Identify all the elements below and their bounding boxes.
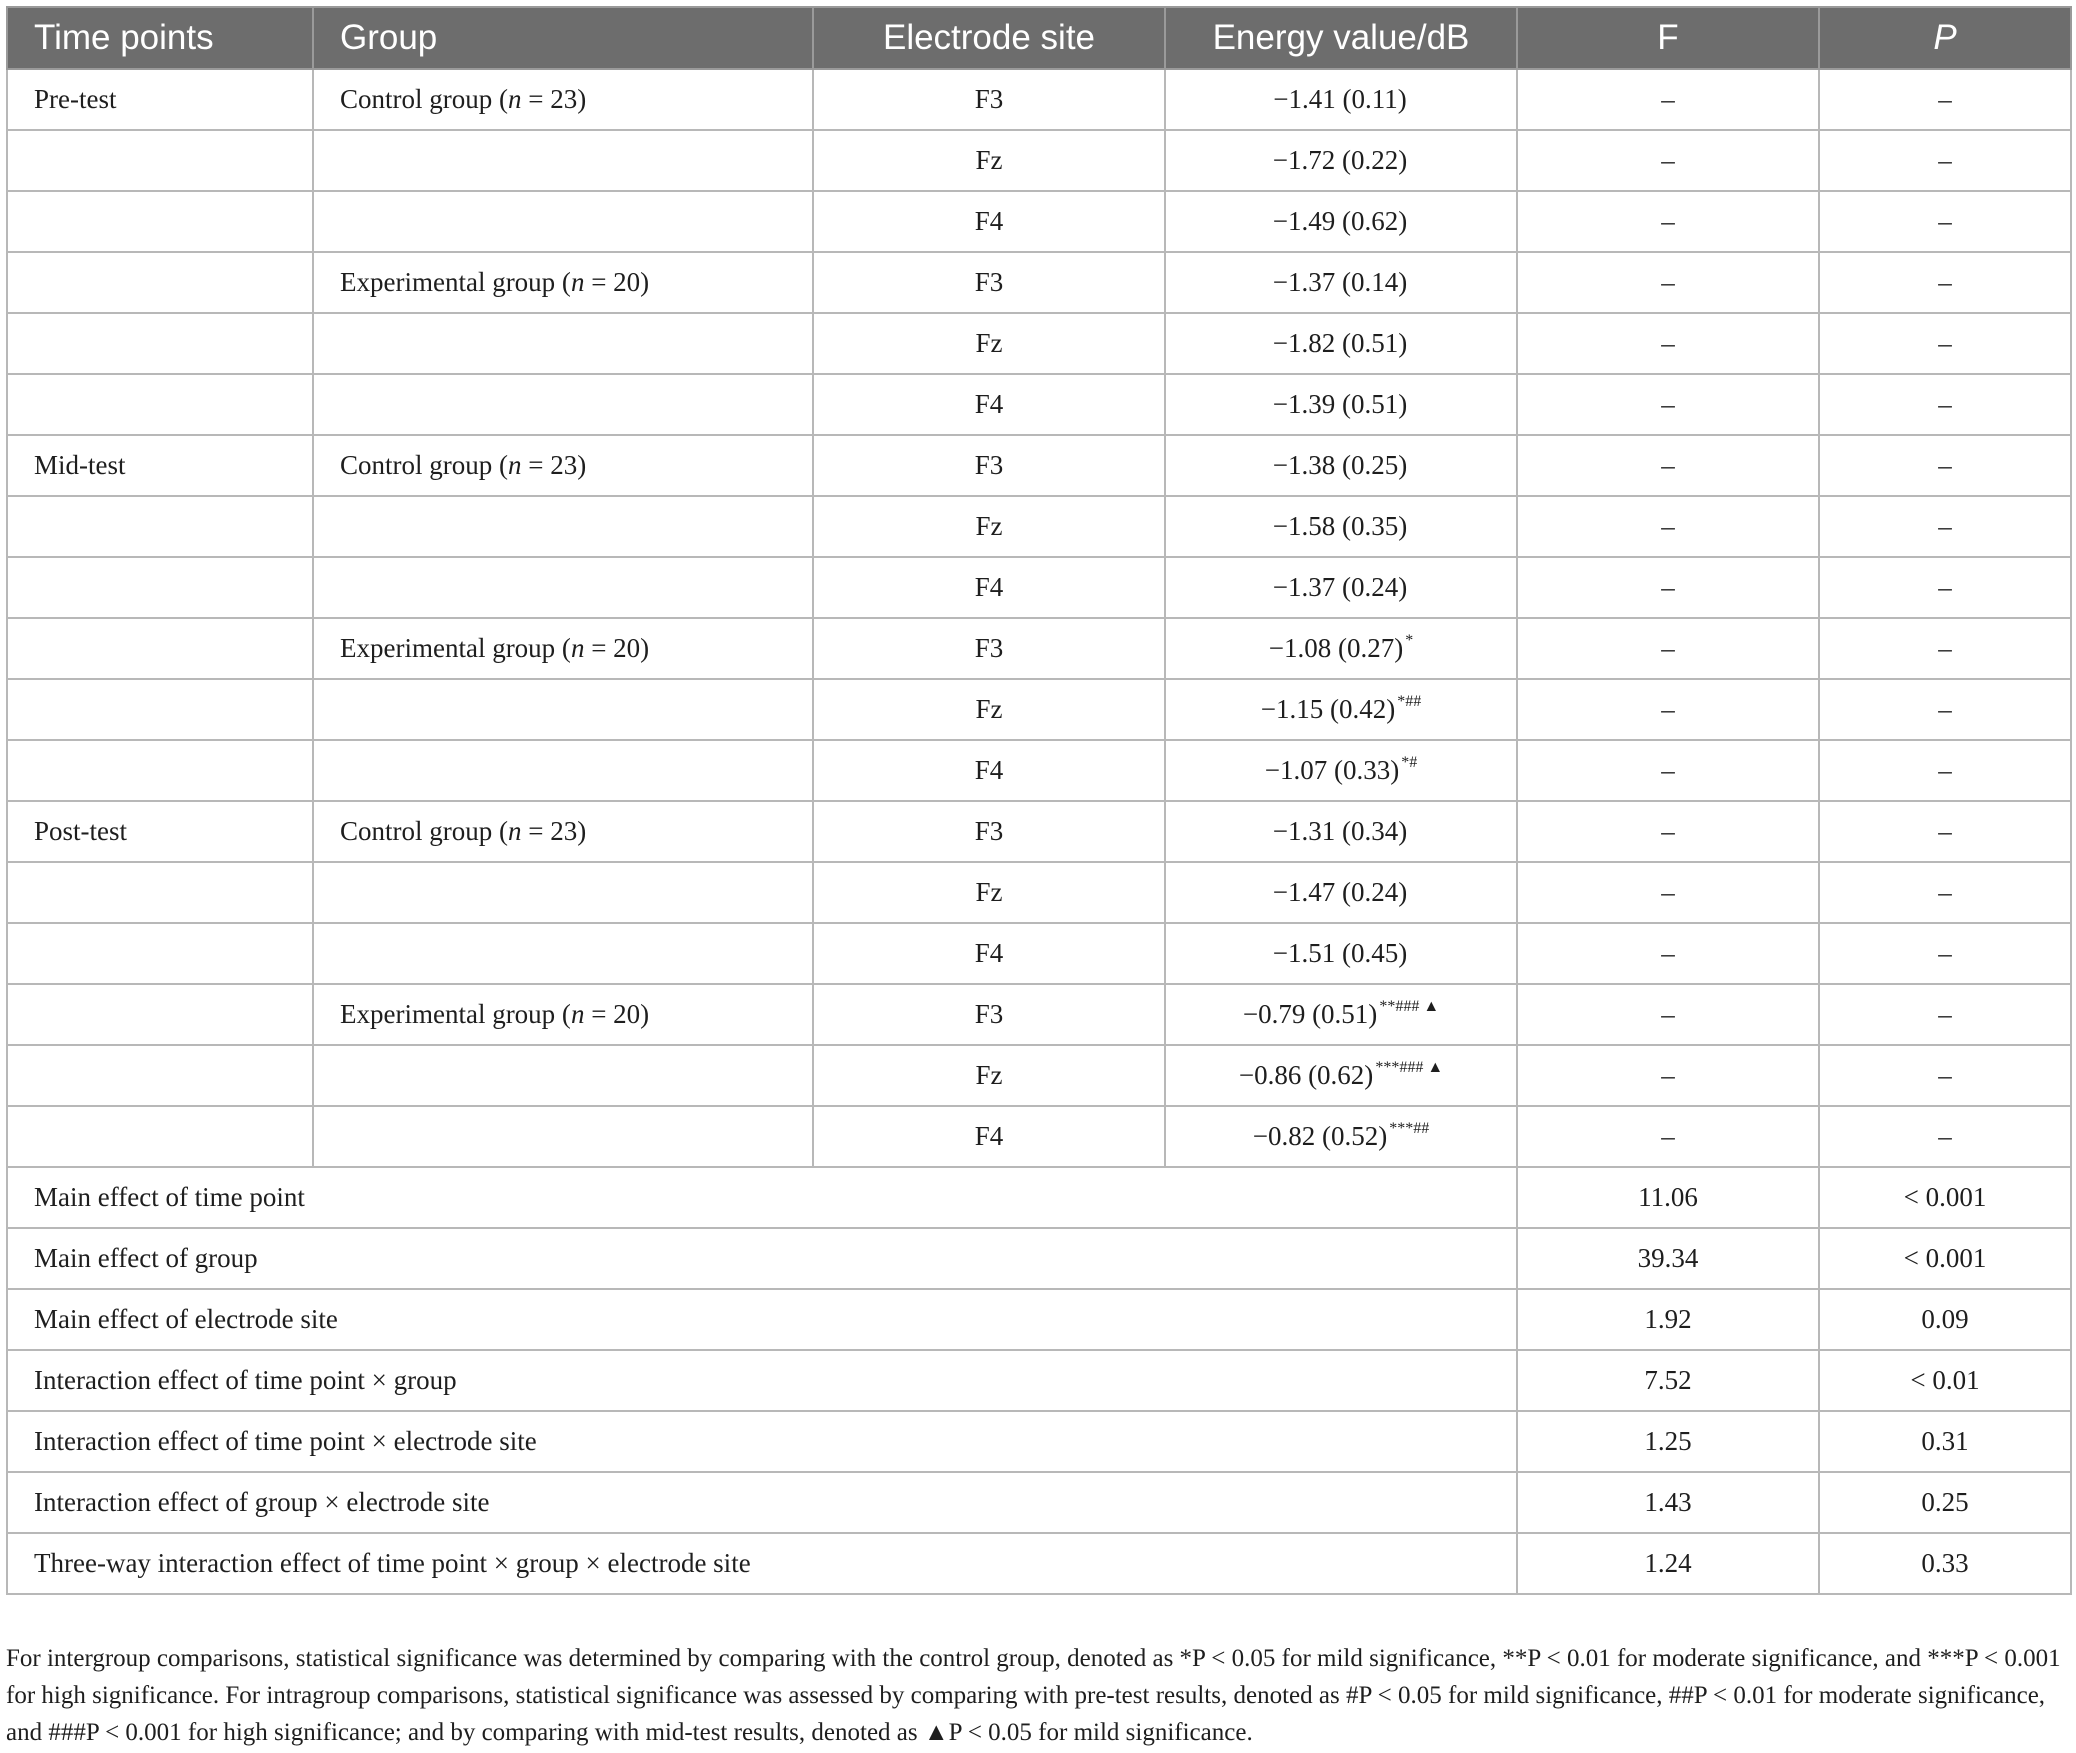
cell-electrode-site: F3 xyxy=(813,618,1165,679)
table-row xyxy=(7,496,2071,557)
significance-marker: **### ▲ xyxy=(1379,998,1440,1015)
results-table xyxy=(6,6,2072,1595)
cell-group xyxy=(313,130,813,191)
cell-electrode-site: Fz xyxy=(813,130,1165,191)
energy-value: −1.51 (0.45) xyxy=(1272,938,1408,968)
cell-effect-f: 11.06 xyxy=(1517,1167,1819,1228)
energy-value: −1.82 (0.51) xyxy=(1272,328,1408,358)
cell-p: – xyxy=(1819,69,2071,130)
cell-p: – xyxy=(1819,130,2071,191)
cell-effect-p: 0.31 xyxy=(1819,1411,2071,1472)
cell-p: – xyxy=(1819,740,2071,801)
results-table-container xyxy=(6,6,2070,1595)
cell-p: – xyxy=(1819,313,2071,374)
group-n-value: = 20) xyxy=(584,267,650,297)
energy-value: −1.49 (0.62) xyxy=(1272,206,1408,236)
cell-effect-p: 0.25 xyxy=(1819,1472,2071,1533)
cell-electrode-site: F3 xyxy=(813,801,1165,862)
cell-group xyxy=(313,801,813,862)
cell-energy-value xyxy=(1165,801,1517,862)
effect-row xyxy=(7,1228,2071,1289)
cell-electrode-site: F4 xyxy=(813,557,1165,618)
cell-electrode-site: F3 xyxy=(813,984,1165,1045)
cell-time-point xyxy=(7,679,313,740)
header-p: P xyxy=(1819,7,2071,69)
effect-row xyxy=(7,1472,2071,1533)
group-n-label: n xyxy=(508,450,522,480)
cell-effect-label: Interaction effect of time point × group xyxy=(7,1350,1517,1411)
cell-effect-label: Main effect of group xyxy=(7,1228,1517,1289)
cell-energy-value xyxy=(1165,130,1517,191)
cell-time-point xyxy=(7,130,313,191)
table-row xyxy=(7,191,2071,252)
significance-marker: * xyxy=(1405,632,1414,649)
cell-p: – xyxy=(1819,374,2071,435)
cell-time-point xyxy=(7,313,313,374)
cell-f: – xyxy=(1517,1106,1819,1167)
table-row xyxy=(7,923,2071,984)
cell-f: – xyxy=(1517,740,1819,801)
cell-time-point xyxy=(7,191,313,252)
cell-effect-f: 1.24 xyxy=(1517,1533,1819,1594)
table-row xyxy=(7,740,2071,801)
cell-electrode-site: F4 xyxy=(813,740,1165,801)
cell-group xyxy=(313,1045,813,1106)
cell-electrode-site: Fz xyxy=(813,1045,1165,1106)
group-name: Experimental group ( xyxy=(340,267,571,297)
group-n-label: n xyxy=(508,816,522,846)
cell-electrode-site: F4 xyxy=(813,923,1165,984)
energy-value: −1.07 (0.33) xyxy=(1264,755,1400,785)
cell-energy-value xyxy=(1165,557,1517,618)
cell-electrode-site: Fz xyxy=(813,679,1165,740)
header-energy-value: Energy value/dB xyxy=(1165,7,1517,69)
cell-time-point xyxy=(7,923,313,984)
cell-p: – xyxy=(1819,435,2071,496)
energy-value: −1.39 (0.51) xyxy=(1272,389,1408,419)
cell-p: – xyxy=(1819,191,2071,252)
cell-time-point xyxy=(7,374,313,435)
energy-value: −1.08 (0.27) xyxy=(1268,633,1404,663)
cell-f: – xyxy=(1517,496,1819,557)
table-row xyxy=(7,1106,2071,1167)
cell-time-point xyxy=(7,1106,313,1167)
cell-effect-f: 1.25 xyxy=(1517,1411,1819,1472)
cell-effect-p: < 0.01 xyxy=(1819,1350,2071,1411)
table-row xyxy=(7,618,2071,679)
table-row xyxy=(7,679,2071,740)
group-name: Control group ( xyxy=(340,84,508,114)
table-row xyxy=(7,130,2071,191)
cell-energy-value xyxy=(1165,862,1517,923)
header-time-points: Time points xyxy=(7,7,313,69)
cell-f: – xyxy=(1517,435,1819,496)
group-name: Experimental group ( xyxy=(340,999,571,1029)
cell-electrode-site: F4 xyxy=(813,191,1165,252)
cell-group xyxy=(313,496,813,557)
cell-electrode-site: F3 xyxy=(813,69,1165,130)
cell-energy-value xyxy=(1165,740,1517,801)
group-n-value: = 20) xyxy=(584,633,650,663)
group-n-value: = 23) xyxy=(521,816,587,846)
header-row xyxy=(7,7,2071,69)
cell-electrode-site: F3 xyxy=(813,435,1165,496)
cell-group xyxy=(313,618,813,679)
cell-group xyxy=(313,862,813,923)
energy-value: −1.37 (0.24) xyxy=(1272,572,1408,602)
cell-time-point xyxy=(7,618,313,679)
cell-energy-value xyxy=(1165,923,1517,984)
cell-electrode-site: F4 xyxy=(813,1106,1165,1167)
cell-p: – xyxy=(1819,252,2071,313)
cell-effect-f: 1.92 xyxy=(1517,1289,1819,1350)
cell-p: – xyxy=(1819,801,2071,862)
cell-energy-value xyxy=(1165,374,1517,435)
cell-effect-p: 0.33 xyxy=(1819,1533,2071,1594)
table-row xyxy=(7,862,2071,923)
effect-row xyxy=(7,1411,2071,1472)
cell-effect-f: 1.43 xyxy=(1517,1472,1819,1533)
cell-p: – xyxy=(1819,618,2071,679)
cell-group xyxy=(313,435,813,496)
energy-value: −0.79 (0.51) xyxy=(1242,999,1378,1029)
energy-value: −1.72 (0.22) xyxy=(1272,145,1408,175)
cell-time-point xyxy=(7,496,313,557)
cell-energy-value xyxy=(1165,984,1517,1045)
cell-effect-p: < 0.001 xyxy=(1819,1167,2071,1228)
cell-f: – xyxy=(1517,618,1819,679)
cell-energy-value xyxy=(1165,313,1517,374)
cell-group xyxy=(313,252,813,313)
cell-energy-value xyxy=(1165,679,1517,740)
cell-electrode-site: Fz xyxy=(813,862,1165,923)
cell-group xyxy=(313,313,813,374)
cell-p: – xyxy=(1819,984,2071,1045)
cell-time-point: Pre-test xyxy=(7,69,313,130)
cell-group xyxy=(313,1106,813,1167)
cell-f: – xyxy=(1517,984,1819,1045)
effect-row xyxy=(7,1167,2071,1228)
energy-value: −1.41 (0.11) xyxy=(1273,84,1407,114)
cell-energy-value xyxy=(1165,435,1517,496)
header-electrode-site: Electrode site xyxy=(813,7,1165,69)
table-row xyxy=(7,374,2071,435)
cell-p: – xyxy=(1819,1106,2071,1167)
cell-effect-p: 0.09 xyxy=(1819,1289,2071,1350)
group-n-value: = 20) xyxy=(584,999,650,1029)
cell-energy-value xyxy=(1165,69,1517,130)
cell-energy-value xyxy=(1165,191,1517,252)
cell-f: – xyxy=(1517,191,1819,252)
cell-electrode-site: Fz xyxy=(813,496,1165,557)
cell-time-point xyxy=(7,1045,313,1106)
group-n-value: = 23) xyxy=(521,84,587,114)
group-name: Control group ( xyxy=(340,450,508,480)
cell-p: – xyxy=(1819,679,2071,740)
cell-p: – xyxy=(1819,557,2071,618)
effect-row xyxy=(7,1289,2071,1350)
table-row xyxy=(7,557,2071,618)
cell-energy-value xyxy=(1165,1045,1517,1106)
significance-marker: ***## xyxy=(1389,1120,1430,1137)
energy-value: −0.86 (0.62) xyxy=(1238,1060,1374,1090)
cell-group xyxy=(313,923,813,984)
group-n-value: = 23) xyxy=(521,450,587,480)
cell-energy-value xyxy=(1165,252,1517,313)
energy-value: −1.38 (0.25) xyxy=(1272,450,1408,480)
table-row xyxy=(7,1045,2071,1106)
group-name: Experimental group ( xyxy=(340,633,571,663)
cell-group xyxy=(313,984,813,1045)
energy-value: −1.37 (0.14) xyxy=(1272,267,1408,297)
cell-p: – xyxy=(1819,1045,2071,1106)
cell-time-point: Post-test xyxy=(7,801,313,862)
cell-f: – xyxy=(1517,679,1819,740)
cell-group xyxy=(313,191,813,252)
cell-effect-label: Interaction effect of time point × electrode site xyxy=(7,1411,1517,1472)
energy-value: −1.15 (0.42) xyxy=(1260,694,1396,724)
group-n-label: n xyxy=(570,633,585,663)
table-row xyxy=(7,801,2071,862)
group-n-label: n xyxy=(570,267,585,297)
cell-f: – xyxy=(1517,130,1819,191)
cell-effect-f: 7.52 xyxy=(1517,1350,1819,1411)
cell-effect-label: Main effect of time point xyxy=(7,1167,1517,1228)
cell-f: – xyxy=(1517,923,1819,984)
header-group: Group xyxy=(313,7,813,69)
group-n-label: n xyxy=(508,84,522,114)
effect-row xyxy=(7,1350,2071,1411)
cell-f: – xyxy=(1517,801,1819,862)
table-row xyxy=(7,313,2071,374)
group-name: Control group ( xyxy=(340,816,508,846)
significance-marker: ***### ▲ xyxy=(1375,1059,1444,1076)
cell-effect-label: Three-way interaction effect of time point × group × electrode site xyxy=(7,1533,1517,1594)
cell-f: – xyxy=(1517,557,1819,618)
table-row xyxy=(7,435,2071,496)
table-footnote: For intergroup comparisons, statistical significance was determined by comparing with the control group, denoted as *P < 0.05 for mild significance, **P < 0.01 for moderate significance, and ***P < 0.001 for high significance. For intragroup comparisons, statistical significance was assessed by comparing with pre-test results, denoted as #P < 0.05 for mild significance, ##P < 0.01 for moderate significance, and ###P < 0.001 for high significance; and by comparing with mid-test results, denoted as ▲P < 0.05 for mild significance. xyxy=(6,1645,2061,1746)
cell-f: – xyxy=(1517,374,1819,435)
cell-electrode-site: F4 xyxy=(813,374,1165,435)
table-body xyxy=(7,69,2071,1594)
significance-marker: *# xyxy=(1401,754,1418,771)
table-row xyxy=(7,252,2071,313)
cell-p: – xyxy=(1819,496,2071,557)
cell-group xyxy=(313,740,813,801)
cell-f: – xyxy=(1517,313,1819,374)
table-row xyxy=(7,69,2071,130)
cell-f: – xyxy=(1517,1045,1819,1106)
cell-p: – xyxy=(1819,923,2071,984)
energy-value: −1.47 (0.24) xyxy=(1272,877,1408,907)
header-f: F xyxy=(1517,7,1819,69)
cell-energy-value xyxy=(1165,1106,1517,1167)
cell-electrode-site: Fz xyxy=(813,313,1165,374)
cell-time-point xyxy=(7,740,313,801)
cell-f: – xyxy=(1517,69,1819,130)
effect-row xyxy=(7,1533,2071,1594)
significance-marker: *## xyxy=(1397,693,1422,710)
cell-group xyxy=(313,557,813,618)
cell-f: – xyxy=(1517,252,1819,313)
table-row xyxy=(7,984,2071,1045)
energy-value: −1.58 (0.35) xyxy=(1272,511,1408,541)
cell-time-point xyxy=(7,862,313,923)
cell-energy-value xyxy=(1165,496,1517,557)
cell-time-point xyxy=(7,557,313,618)
cell-f: – xyxy=(1517,862,1819,923)
cell-p: – xyxy=(1819,862,2071,923)
cell-electrode-site: F3 xyxy=(813,252,1165,313)
cell-time-point: Mid-test xyxy=(7,435,313,496)
group-n-label: n xyxy=(570,999,585,1029)
cell-energy-value xyxy=(1165,618,1517,679)
cell-group xyxy=(313,69,813,130)
cell-effect-label: Main effect of electrode site xyxy=(7,1289,1517,1350)
energy-value: −1.31 (0.34) xyxy=(1272,816,1408,846)
cell-effect-p: < 0.001 xyxy=(1819,1228,2071,1289)
cell-time-point xyxy=(7,984,313,1045)
cell-effect-label: Interaction effect of group × electrode site xyxy=(7,1472,1517,1533)
energy-value: −0.82 (0.52) xyxy=(1252,1121,1388,1151)
cell-effect-f: 39.34 xyxy=(1517,1228,1819,1289)
cell-group xyxy=(313,374,813,435)
cell-group xyxy=(313,679,813,740)
cell-time-point xyxy=(7,252,313,313)
